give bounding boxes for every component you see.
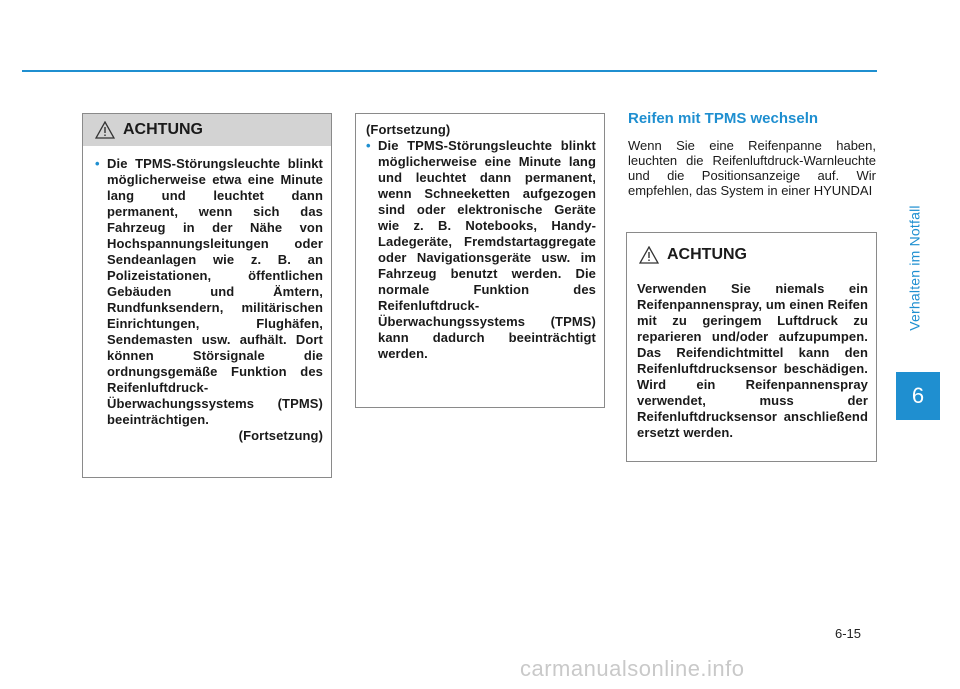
chapter-label-text: Verhalten im Notfall: [907, 204, 923, 331]
watermark: carmanualsonline.info: [520, 656, 745, 681]
warning-text: Verwenden Sie niemals ein Reifenpannenspray, um einen Reifen mit zu geringem Luftdruck zu reparieren und/oder aufzupumpen. Das Reifendichtmittel kann den Reifenluftdrucksensor beschädigen. Wird ein Reifenpannenspray verwendet, muss der Reifenluftdrucksensor anschließend ersetzt werden.: [637, 281, 868, 440]
page-number: 6-15: [835, 626, 862, 641]
warning-triangle-icon: [639, 246, 659, 264]
header-rule: [22, 70, 877, 72]
section-intro: Wenn Sie eine Reifenpanne haben, leuchten die Reifenluftdruck-Warnleuchte und die Positionsanzeige auf. Wir empfehlen, das System in einer HYUNDAI: [628, 138, 876, 198]
continued-heading: (Fortsetzung): [366, 122, 451, 137]
chapter-number: 6: [911, 383, 925, 408]
warning-title: ACHTUNG: [667, 246, 747, 263]
continued-note: (Fortsetzung): [238, 428, 323, 443]
warning-box-middle: [355, 113, 605, 408]
warning-box-left: [82, 113, 332, 478]
bullet-dot-icon: •: [95, 156, 100, 171]
warning-title: ACHTUNG: [123, 121, 203, 138]
warning-box-right: [626, 232, 877, 462]
bullet-text: Die TPMS-Störungsleuchte blinkt möglicherweise eine Minute lang und leuchtet dann permanent, wenn Schneeketten aufgezogen sind oder elektronische Geräte wie z. B. Notebooks, Handy-Ladegeräte, Fremdstartaggregate oder Navigationsgeräte usw. im Fahrzeug benutzt werden. Die normale Funktion des Reifenluftdruck-Überwachungssystems (TPMS) kann dadurch beeinträchtigt werden.: [378, 138, 596, 361]
bullet-text: Die TPMS-Störungsleuchte blinkt möglicherweise etwa eine Minute lang und leuchtet dann permanent, wenn sich das Fahrzeug in der Nähe von Hochspannungsleitungen oder Sendeanlagen wie z. B. an Polizeistationen, öffentlichen Gebäuden und Ämtern, Rundfunksendern, militärischen Einrichtungen, Flughäfen, Sendemasten usw. aufhält. Dort können Störsignale die ordnungsgemäße Funktion des Reifenluftdruck-Überwachungssystems (TPMS) beeinträchtigen.: [107, 156, 323, 427]
bullet-item: [366, 138, 596, 362]
bullet-item: [95, 156, 323, 428]
section-title: Reifen mit TPMS wechseln: [628, 110, 819, 127]
warning-box-header: [83, 114, 331, 146]
warning-triangle-icon: [95, 121, 115, 139]
bullet-dot-icon: •: [366, 138, 371, 153]
chapter-tab: [896, 372, 940, 420]
chapter-side-label: [902, 160, 928, 375]
warning-box-header: [627, 239, 876, 271]
